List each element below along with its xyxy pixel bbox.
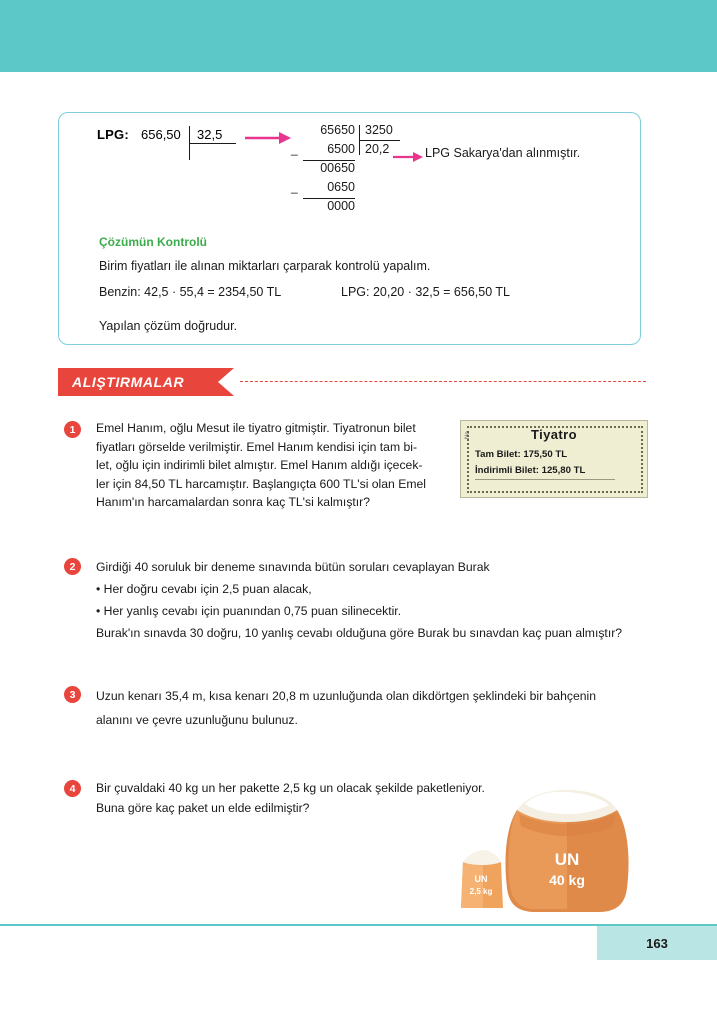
question-1-line-4: ler için 84,50 TL harcamıştır. Başlangıçta 600 TL'si olan Emel (96, 476, 426, 491)
question-2-line-4: Burak'ın sınavda 30 doğru, 10 yanlış cevabı olduğuna göre Burak bu sınavdan kaç puan almıştır? (96, 626, 623, 640)
question-text-2 (96, 556, 636, 644)
ticket-title: Tiyatro (531, 427, 577, 442)
question-3-line-1: Uzun kenarı 35,4 m, kısa kenarı 20,8 m uzunluğunda olan dikdörtgen şeklindeki bir bahçenin (96, 689, 596, 703)
pink-arrow-icon (245, 131, 291, 145)
question-number-2: 2 (64, 558, 81, 575)
ld-number-3: 0650 (327, 180, 355, 194)
division-horizontal-line (190, 143, 236, 144)
question-4-line-1: Bir çuvaldaki 40 kg un her pakette 2,5 kg un olacak şekilde paketleniyor. (96, 781, 485, 795)
sack-small-label-1: UN (474, 874, 488, 884)
theatre-ticket-image (460, 420, 648, 498)
header-band (0, 0, 717, 72)
lpg-dividend: 656,50 (141, 127, 181, 142)
check-benzin: Benzin: 42,5 · 55,4 = 2354,50 TL (99, 285, 282, 299)
question-text-3 (96, 684, 636, 732)
page-number-box (597, 926, 717, 960)
ld-number-0: 65650 (320, 123, 355, 137)
question-1-line-5: Hanım'ın harcamalardan sonra kaç TL'si kalmıştır? (96, 495, 371, 509)
question-1-line-1: Emel Hanım, oğlu Mesut ile tiyatro gitmiştir. Tiyatronun bilet (96, 421, 416, 435)
question-1-line-2: fiyatları görselde verilmiştir. Emel Hanım kendisi için tam bi- (96, 439, 418, 454)
table-row (299, 199, 469, 218)
question-4-line-2: Buna göre kaç paket un elde edilmiştir? (96, 801, 310, 815)
ld-number-2: 00650 (320, 161, 355, 175)
ticket-full-price: Tam Bilet: 175,50 TL (475, 449, 568, 460)
question-text-4 (96, 778, 496, 818)
banner-dotted-rule (240, 381, 646, 382)
question-number-3: 3 (64, 686, 81, 703)
flour-sack-illustration-svg (455, 770, 655, 915)
ld-number-1: 6500 (327, 142, 355, 156)
question-number-4: 4 (64, 780, 81, 797)
question-number-1: 1 (64, 421, 81, 438)
sack-big-label-1: UN (554, 850, 580, 869)
table-row (291, 180, 469, 199)
exercises-banner (58, 368, 648, 398)
banner-label: ALIŞTIRMALAR (58, 368, 218, 396)
question-2-line-2: • Her doğru cevabı için 2,5 puan alacak, (96, 582, 312, 596)
flour-sack-image (455, 770, 655, 915)
ticket-rule (475, 479, 615, 480)
lpg-label: LPG: (97, 127, 129, 142)
check-line-1: Birim fiyatları ile alınan miktarları çarparak kontrolü yapalım. (99, 259, 431, 273)
question-2-line-1: Girdiği 40 soruluk bir deneme sınavında bütün soruları cevaplayan Burak (96, 560, 490, 574)
check-result: Yapılan çözüm doğrudur. (99, 319, 238, 333)
table-row (299, 123, 469, 142)
ld-minus-3: _ (291, 180, 298, 194)
ticket-stub-label: No (465, 431, 471, 439)
lpg-note: LPG Sakarya'dan alınmıştır. (425, 146, 581, 160)
ld-quotient-0: 3250 (365, 123, 393, 137)
ld-minus-1: _ (291, 142, 298, 156)
solution-box (58, 112, 641, 345)
long-division-block (291, 123, 469, 218)
ticket-discount-price: İndirimli Bilet: 125,80 TL (475, 465, 586, 476)
table-row (299, 161, 469, 180)
check-lpg: LPG: 20,20 · 32,5 = 656,50 TL (341, 285, 510, 299)
ld-quotient-1: 20,2 (365, 142, 390, 156)
sack-big-label-2: 40 kg (549, 872, 585, 888)
pink-arrow-icon (393, 151, 423, 163)
lpg-divisor: 32,5 (197, 127, 223, 142)
ld-number-4: 0000 (327, 199, 355, 213)
banner-arrow-tip (218, 368, 234, 396)
question-1-line-3: let, oğlu için indirimli bilet almıştır. Emel Hanım aldığı içecek- (96, 458, 423, 472)
question-3-line-2: alanını ve çevre uzunluğunu bulunuz. (96, 713, 298, 727)
sack-small-label-2: 2,5 kg (469, 887, 493, 896)
page-number: 163 (646, 935, 668, 951)
question-text-1 (96, 419, 448, 512)
check-title: Çözümün Kontrolü (99, 235, 207, 249)
question-2-line-3: • Her yanlış cevabı için puanından 0,75 puan silinecektir. (96, 604, 402, 618)
